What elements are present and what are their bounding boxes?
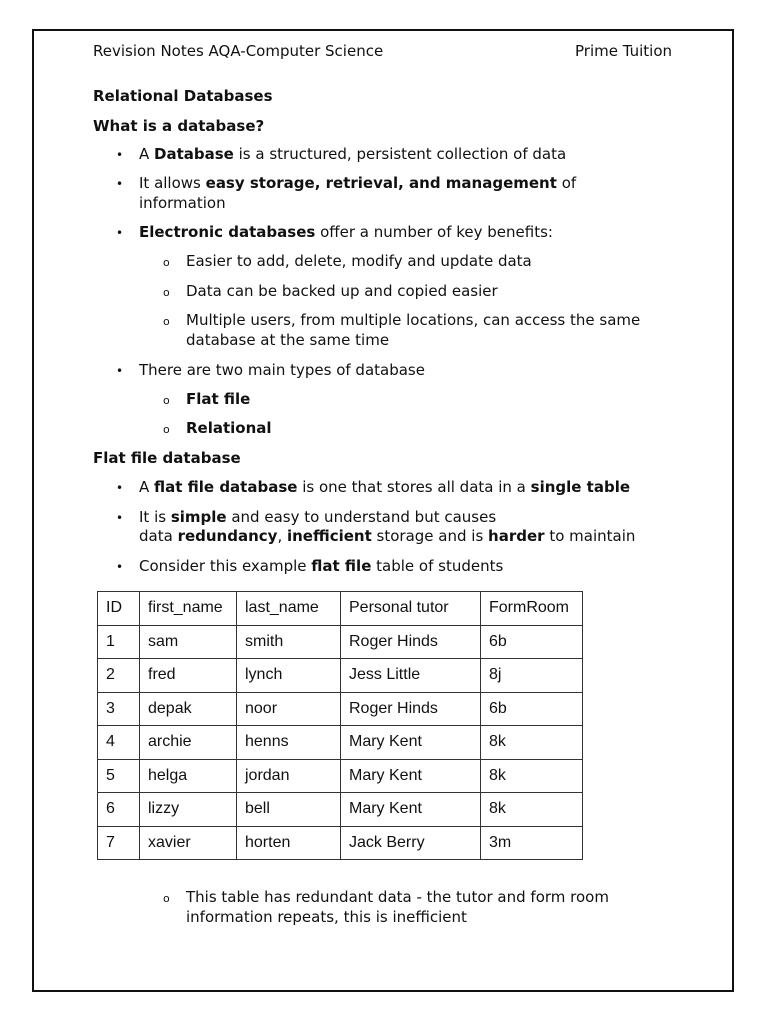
table-cell: bell — [237, 793, 341, 827]
table-cell: 7 — [98, 826, 140, 860]
table-cell: depak — [140, 692, 237, 726]
table-cell: 1 — [98, 625, 140, 659]
text-run: to maintain — [544, 527, 636, 545]
table-cell: 8k — [481, 793, 583, 827]
table-cell: Mary Kent — [341, 793, 481, 827]
text-run: is a structured, persistent collection of data — [233, 145, 567, 163]
table-cell: 6 — [98, 793, 140, 827]
table-row — [98, 692, 583, 726]
table-cell: lizzy — [140, 793, 237, 827]
table-note-continued: information repeats, this is inefficient — [186, 908, 467, 926]
table-cell: noor — [237, 692, 341, 726]
table-cell: Roger Hinds — [341, 625, 481, 659]
sub-bullet-icon: o — [163, 394, 170, 407]
header-left: Revision Notes AQA-Computer Science — [93, 42, 384, 60]
text-run: A — [139, 478, 155, 496]
type-item-flat-file: Flat file — [186, 390, 251, 408]
table-cell: 8j — [481, 659, 583, 693]
table-cell: Mary Kent — [341, 726, 481, 760]
table-cell: 8k — [481, 726, 583, 760]
sub-bullet-icon: o — [163, 315, 170, 328]
benefit-item: Multiple users, from multiple locations, can access the same — [186, 311, 641, 329]
table-header-row — [98, 592, 583, 626]
bullet-icon: • — [116, 177, 124, 191]
table-cell: 5 — [98, 759, 140, 793]
table-cell: Jess Little — [341, 659, 481, 693]
document-title: Relational Databases — [93, 87, 273, 105]
table-cell: 3m — [481, 826, 583, 860]
bullet-consider-example — [139, 556, 503, 576]
bullet-flat-file-definition — [139, 477, 630, 497]
table-cell: 2 — [98, 659, 140, 693]
section-heading-flat-file: Flat file database — [93, 449, 241, 467]
column-header-formroom: FormRoom — [481, 592, 583, 626]
text-run: table of students — [371, 557, 504, 575]
text-run-bold: harder — [488, 527, 545, 545]
sub-bullet-icon: o — [163, 286, 170, 299]
text-run-bold: flat file database — [154, 478, 298, 496]
text-run: is one that stores all data in a — [297, 478, 531, 496]
table-cell: lynch — [237, 659, 341, 693]
bullet-simple-redundancy-line2 — [139, 526, 635, 546]
table-cell: jordan — [237, 759, 341, 793]
text-run: It is — [139, 508, 171, 526]
bullet-icon: • — [116, 226, 124, 240]
table-cell: Roger Hinds — [341, 692, 481, 726]
text-run-bold: easy storage, retrieval, and management — [205, 174, 557, 192]
text-run-bold: inefficient — [286, 527, 372, 545]
table-row — [98, 759, 583, 793]
bullet-database-definition — [139, 144, 566, 164]
column-header-last-name: last_name — [237, 592, 341, 626]
text-run: It allows — [139, 174, 206, 192]
text-run: data — [139, 527, 178, 545]
bullet-icon: • — [116, 364, 124, 378]
students-table — [97, 591, 583, 860]
table-cell: smith — [237, 625, 341, 659]
bullet-icon: • — [116, 560, 124, 574]
table-cell: horten — [237, 826, 341, 860]
benefit-item: Easier to add, delete, modify and update data — [186, 252, 532, 270]
text-run: of — [556, 174, 577, 192]
section-heading-database: What is a database? — [93, 117, 265, 135]
bullet-easy-storage-line2: information — [139, 194, 226, 212]
text-run: offer a number of key benefits: — [315, 223, 553, 241]
text-run-bold: Database — [154, 145, 234, 163]
table-cell: Jack Berry — [341, 826, 481, 860]
table-cell: archie — [140, 726, 237, 760]
table-cell: helga — [140, 759, 237, 793]
table-row — [98, 826, 583, 860]
table-note: This table has redundant data - the tutor and form room — [186, 888, 609, 906]
column-header-first-name: first_name — [140, 592, 237, 626]
bullet-icon: • — [116, 481, 124, 495]
benefit-item: Data can be backed up and copied easier — [186, 282, 498, 300]
table-row — [98, 625, 583, 659]
table-row — [98, 659, 583, 693]
bullet-simple-redundancy — [139, 507, 496, 527]
bullet-icon: • — [116, 511, 124, 525]
column-header-personal-tutor: Personal tutor — [341, 592, 481, 626]
bullet-icon: • — [116, 148, 124, 162]
sub-bullet-icon: o — [163, 256, 170, 269]
table-row — [98, 726, 583, 760]
text-run: and easy to understand but causes — [226, 508, 497, 526]
type-item-relational: Relational — [186, 419, 272, 437]
table-row — [98, 793, 583, 827]
text-run-bold: Electronic databases — [139, 223, 316, 241]
text-run: Consider this example — [139, 557, 312, 575]
table-cell: 8k — [481, 759, 583, 793]
table-cell: henns — [237, 726, 341, 760]
text-run: storage and is — [371, 527, 489, 545]
table-cell: 3 — [98, 692, 140, 726]
table-cell: xavier — [140, 826, 237, 860]
text-run-bold: flat file — [311, 557, 372, 575]
text-run-bold: redundancy — [177, 527, 278, 545]
bullet-electronic-databases — [139, 222, 553, 242]
table-cell: 4 — [98, 726, 140, 760]
text-run-bold: simple — [170, 508, 227, 526]
table-cell: sam — [140, 625, 237, 659]
text-run: A — [139, 145, 155, 163]
sub-bullet-icon: o — [163, 423, 170, 436]
column-header-id: ID — [98, 592, 140, 626]
text-run: , — [277, 527, 287, 545]
table-cell: 6b — [481, 692, 583, 726]
bullet-easy-storage — [139, 173, 576, 193]
sub-bullet-icon: o — [163, 892, 170, 905]
table-cell: 6b — [481, 625, 583, 659]
text-run-bold: single table — [530, 478, 631, 496]
bullet-database-types: There are two main types of database — [139, 361, 425, 379]
table-cell: Mary Kent — [341, 759, 481, 793]
table-cell: fred — [140, 659, 237, 693]
header-right: Prime Tuition — [575, 42, 673, 60]
benefit-item-continued: database at the same time — [186, 331, 390, 349]
